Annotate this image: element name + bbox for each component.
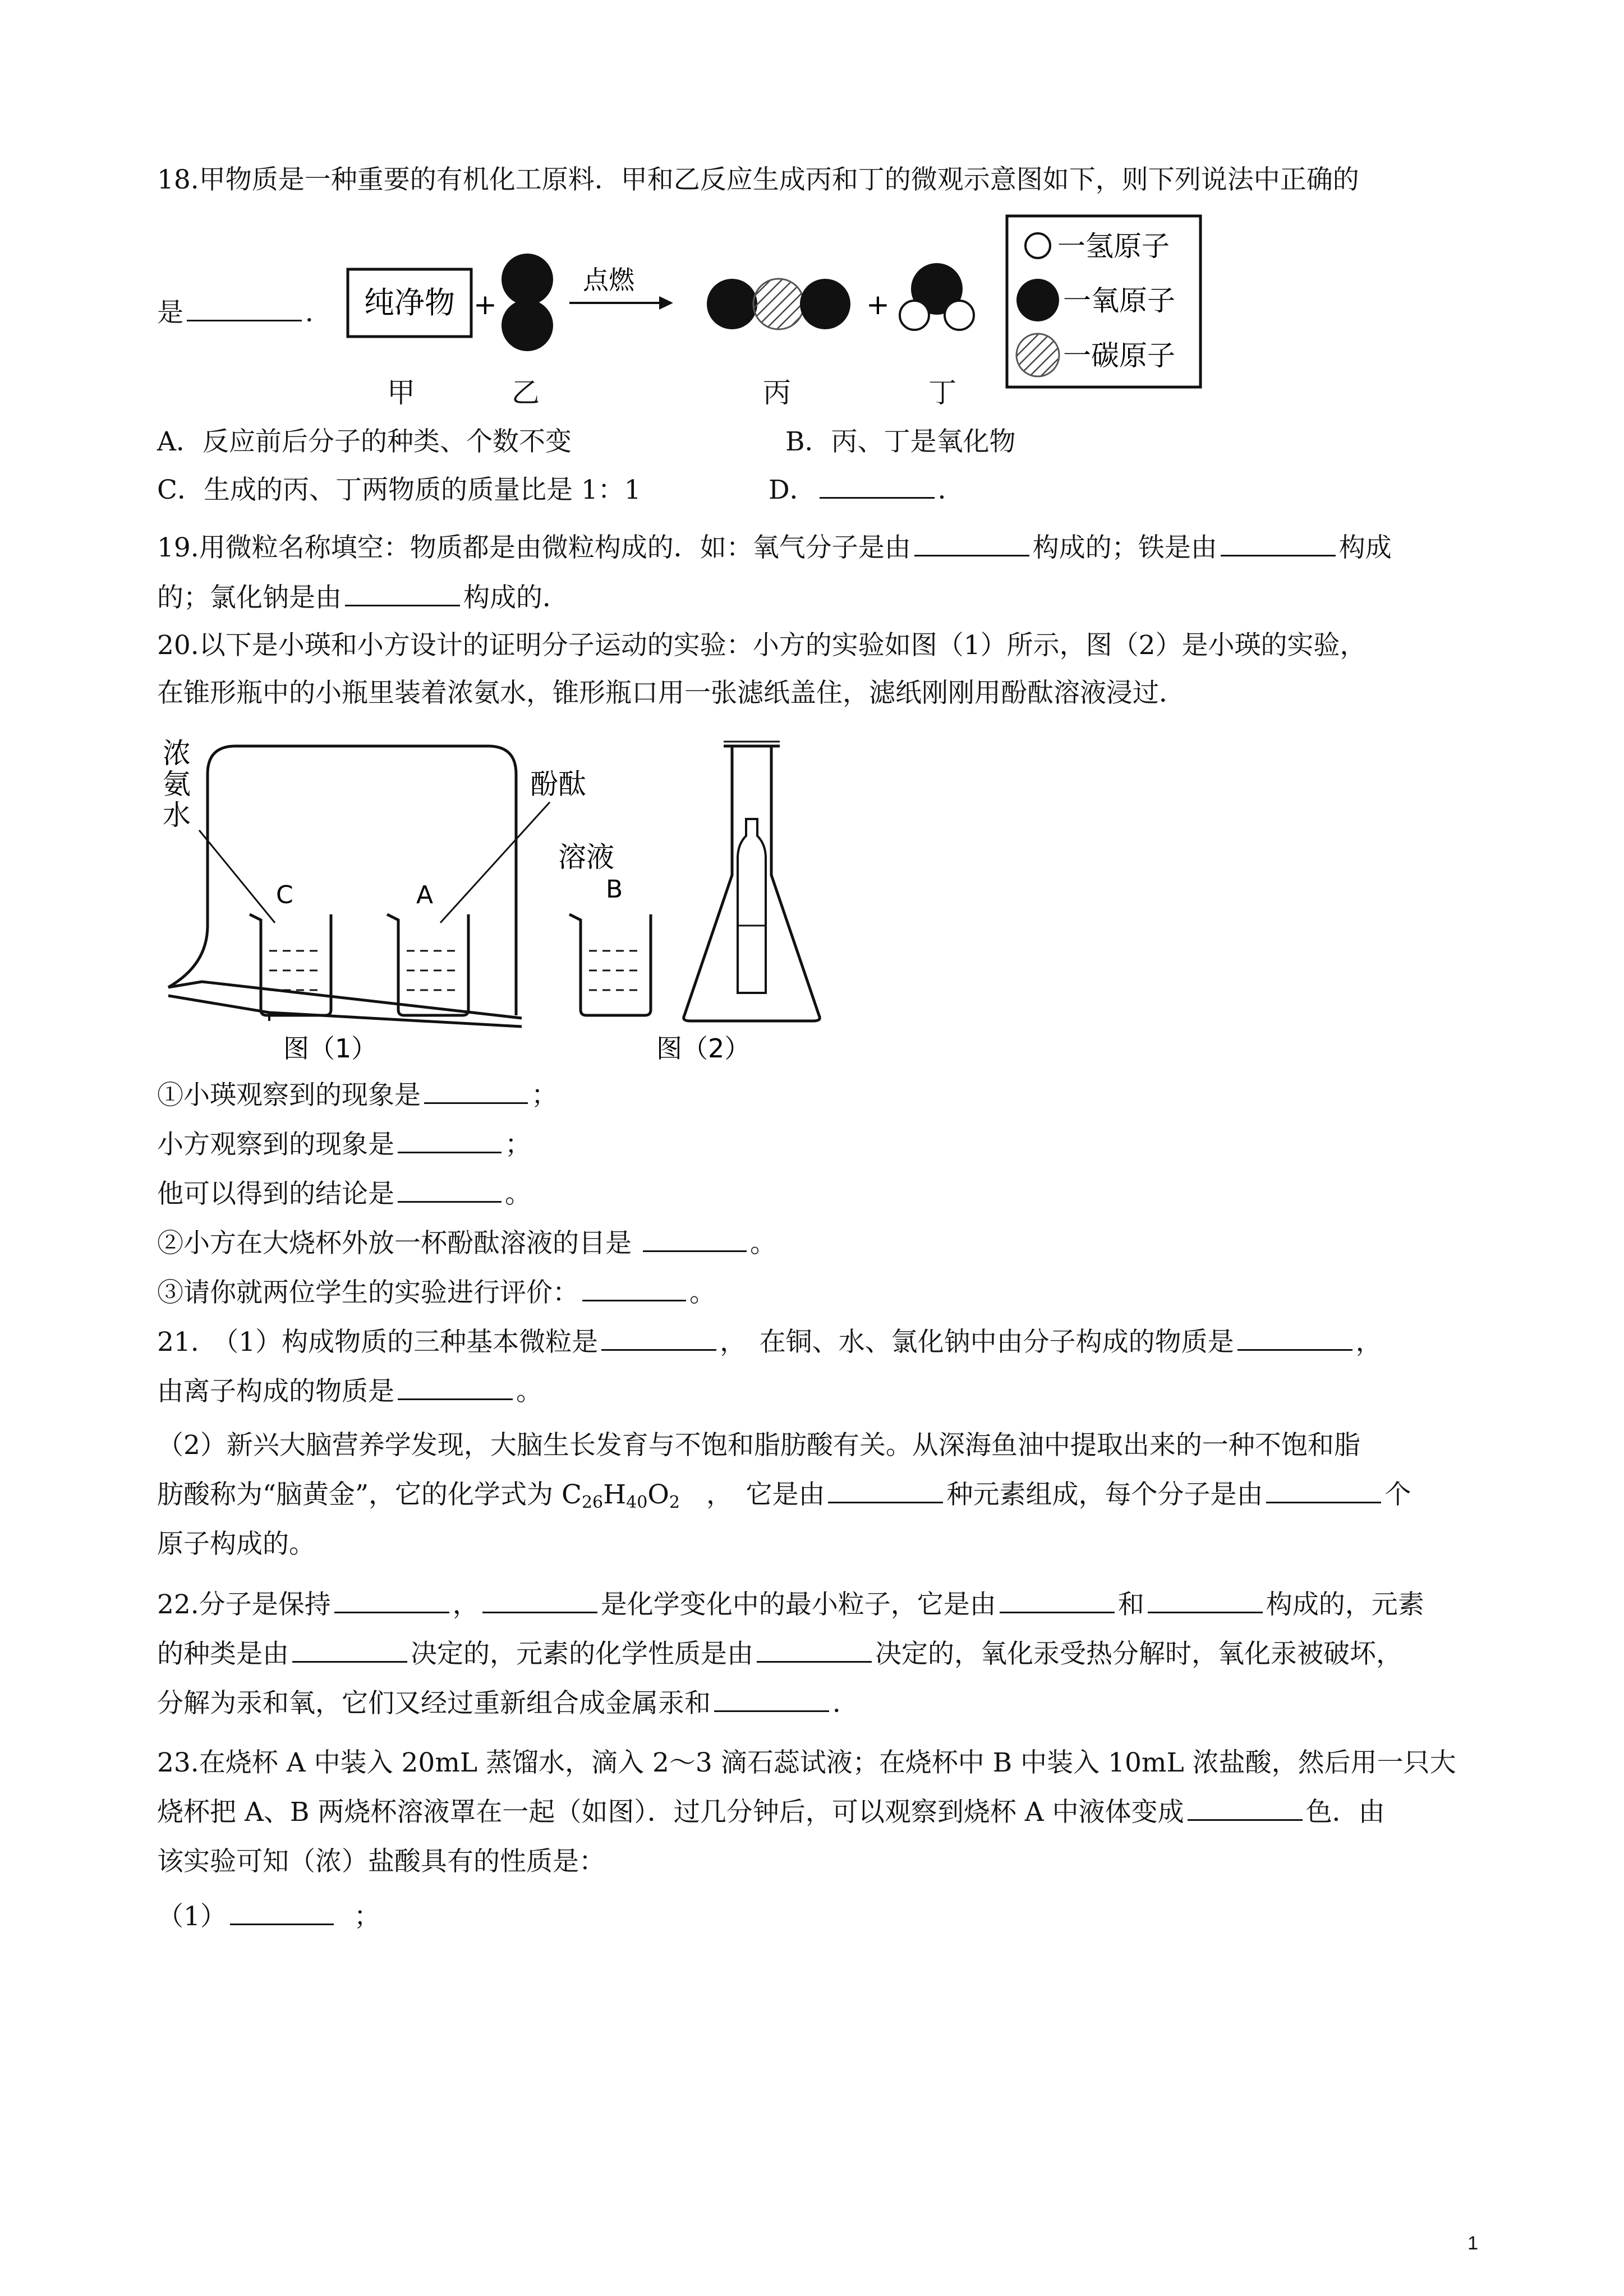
label-bing: 丙 [763,376,791,409]
label-b: B [606,875,623,904]
answer-blank[interactable] [714,1688,829,1712]
answer-blank[interactable] [828,1479,943,1503]
q23-line1: 23.在烧杯 A 中装入 20mL 蒸馏水，滴入 2～3 滴石蕊试液；在烧杯中 B 中装入 10mL 浓盐酸，然后用一只大 [157,1747,1456,1778]
label-ammonia-3: 水 [163,799,191,831]
answer-blank[interactable] [582,1277,686,1301]
answer-blank[interactable] [230,1901,334,1925]
answer-blank[interactable] [601,1327,716,1351]
answer-blank[interactable] [1188,1797,1303,1821]
answer-blank[interactable] [187,297,302,321]
answer-blank[interactable] [292,1639,407,1663]
plus-sign: + [473,288,497,321]
q23-line3: 该实验可知（浓）盐酸具有的性质是： [157,1846,605,1877]
label-ammonia-1: 浓 [163,737,191,770]
q21-line3: （2）新兴大脑营养学发现，大脑生长发育与不饱和脂肪酸有关。从深海鱼油中提取出来的一种不饱和脂 [157,1430,1360,1461]
pointer-line [440,802,550,923]
q21-line5: 原子构成的。 [157,1529,315,1559]
q23-line2: 烧杯把 A、B 两烧杯溶液罩在一起（如图）．过几分钟后，可以观察到烧杯 A 中液体变成 色．由 [157,1797,1385,1828]
hydrogen-atom [900,301,929,330]
legend-hydrogen-icon [1025,233,1050,258]
answer-blank[interactable] [914,532,1029,556]
label-solution: 溶液 [558,841,614,873]
answer-blank[interactable] [1148,1589,1263,1613]
q18-option-d: D． ． [769,475,964,505]
q20-line1: 20.以下是小瑛和小方设计的证明分子运动的实验：小方的实验如图（1）所示，图（2）是小瑛的实验， [157,630,1367,661]
q18-option-b: B．丙、丁是氧化物 [785,426,1016,457]
figure-2-label: 图（2） [656,1033,751,1064]
q22-line2: 的种类是由 决定的，元素的化学性质是由 决定的，氧化汞受热分解时，氧化汞被破坏， [157,1639,1402,1669]
q20-sub5: ③请你就两位学生的实验进行评价： 。 [157,1277,716,1308]
q20-experiment-figure [157,729,847,1066]
answer-blank[interactable] [643,1228,747,1252]
q20-sub2: 小方观察到的现象是 ； [157,1129,531,1160]
oxygen-atom [502,300,553,351]
pointer-line [199,830,275,923]
label-ammonia-2: 氨 [163,768,191,800]
oxygen-atom [707,279,757,329]
legend-oxygen-icon [1016,279,1059,321]
q22-line3: 分解为汞和氧，它们又经过重新组合成金属汞和 ． [157,1688,859,1719]
answer-blank[interactable] [820,475,935,499]
answer-blank[interactable] [1000,1589,1115,1613]
plus-sign: + [866,288,890,321]
oxygen-atom [800,279,850,329]
answer-blank[interactable] [334,1589,449,1613]
oxygen-atom [502,254,553,305]
ignite-label: 点燃 [583,265,634,295]
answer-blank[interactable] [482,1589,597,1613]
answer-blank[interactable] [1266,1479,1381,1503]
legend-carbon-icon [1016,334,1059,376]
q21-line1: 21. （1）构成物质的三种基本微粒是 ， 在铜、水、氯化钠中由分子构成的物质是 ， [157,1327,1382,1358]
label-c: C [276,881,293,909]
q20-line2: 在锥形瓶中的小瓶里装着浓氨水，锥形瓶口用一张滤纸盖住，滤纸刚刚用酚酞溶液浸过． [157,678,1185,708]
legend-carbon-label: 一碳原子 [1063,339,1175,372]
answer-blank[interactable] [398,1129,502,1153]
q19-line2: 的；氯化钠是由 构成的． [157,582,569,613]
q22-line1: 22.分子是保持 ， 是化学变化中的最小粒子，它是由 和 构成的，元素 [157,1589,1424,1620]
box-text: 纯净物 [364,285,455,320]
q18-option-c: C．生成的丙、丁两物质的质量比是 1：1 [157,475,641,505]
label-a: A [416,881,434,909]
arrow-head [659,296,673,310]
q23-line4: （1） ； [157,1901,380,1932]
answer-blank[interactable] [345,582,460,606]
q19-line1: 19.用微粒名称填空：物质都是由微粒构成的．如：氧气分子是由 构成的；铁是由 构成 [157,532,1392,563]
figure-1-label: 图（1） [283,1033,378,1064]
q20-sub3: 他可以得到的结论是 。 [157,1179,531,1209]
beaker-b [569,914,651,1015]
legend-oxygen-label: 一氧原子 [1063,284,1175,317]
answer-blank[interactable] [757,1639,872,1663]
label-phenol: 酚酞 [530,768,586,800]
q21-line4: 肪酸称为“脑黄金”，它的化学式为 $C_{26}H_{40}O_2$ ， 它是由 种元素组成，每个分子是由 个 [157,1479,1411,1512]
page-number: 1 [1467,2233,1478,2254]
q18-stem-line2: 是 ． [157,297,332,328]
legend-hydrogen-label: 一氢原子 [1057,230,1170,263]
q20-sub4: ②小方在大烧杯外放一杯酚酞溶液的目是 。 [157,1228,776,1259]
beaker-c [250,914,331,1015]
hydrogen-atom [945,301,974,330]
label-ding: 丁 [928,376,956,409]
answer-blank[interactable] [1237,1327,1352,1351]
q18-stem-line1: 18.甲物质是一种重要的有机化工原料．甲和乙反应生成丙和丁的微观示意图如下，则下列说法中正确的 [157,164,1359,195]
answer-blank[interactable] [1221,532,1336,556]
q20-sub1: ①小瑛观察到的现象是 ； [157,1080,558,1111]
carbon-atom [753,279,804,329]
answer-blank[interactable] [398,1376,513,1400]
conical-flask [684,742,820,1021]
beaker-a [387,914,468,1015]
answer-blank[interactable] [398,1179,502,1203]
label-jia: 甲 [387,376,415,409]
small-bottle [738,819,766,993]
label-yi: 乙 [512,376,540,409]
q18-option-a: A．反应前后分子的种类、个数不变 [157,426,572,457]
q21-line2: 由离子构成的物质是 。 [157,1376,542,1407]
answer-blank[interactable] [424,1080,528,1104]
